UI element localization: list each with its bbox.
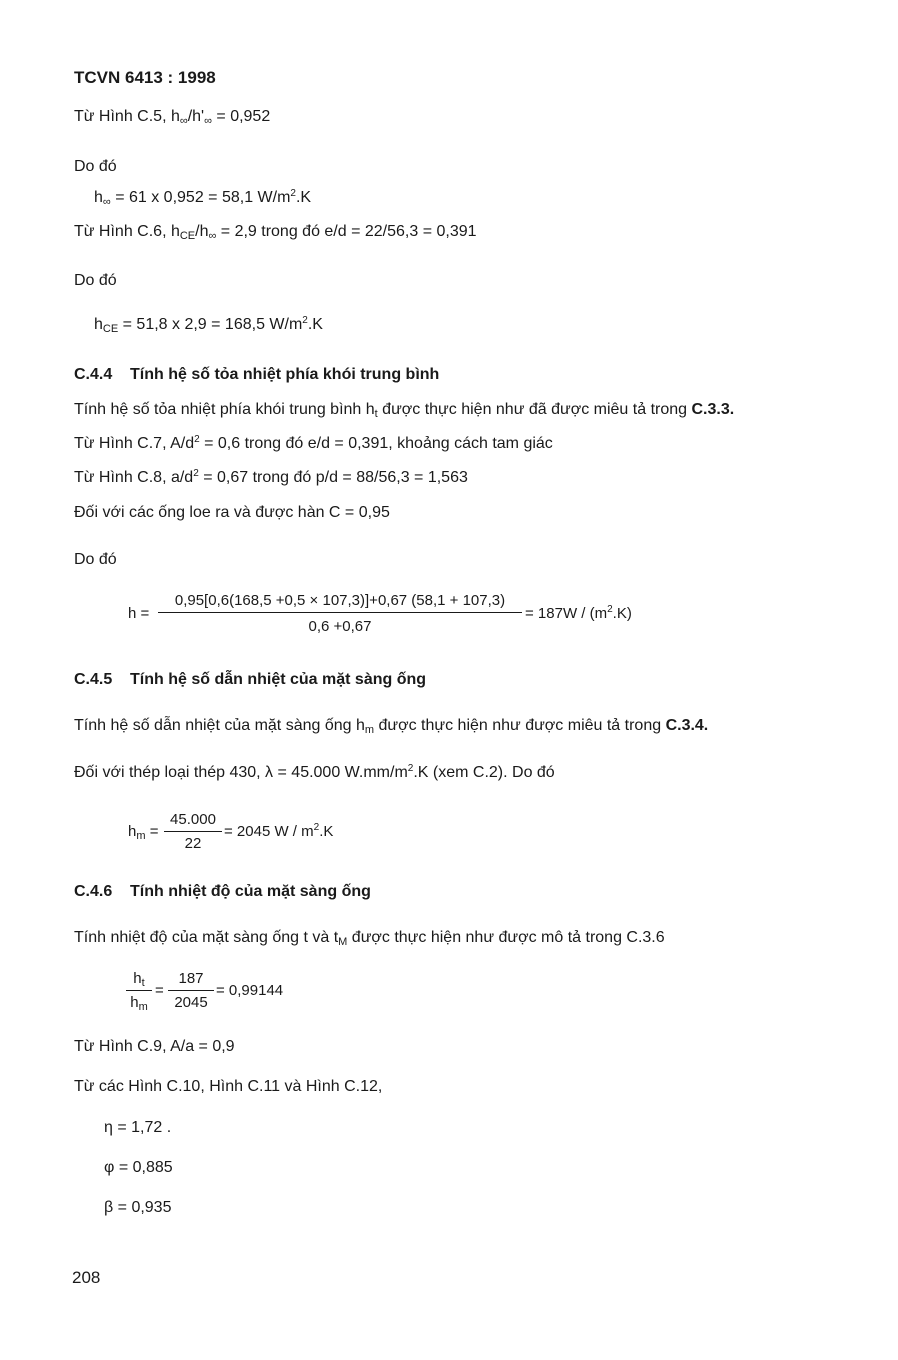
standard-header: TCVN 6413 : 1998 <box>74 68 216 87</box>
equation-rhs: = 2045 W / $m^2.K$ <box>224 822 334 840</box>
text-line-flared-tubes: Đối với các ống loe ra và được hàn C = 0,95 <box>74 504 390 521</box>
equation-rhs: = $187W / (m^2.K)$ <box>525 604 632 622</box>
paragraph-c46-intro: Tính nhiệt độ của mặt sàng ống t và $t_M$ được thực hiện như được mô tả trong C.3.6 <box>74 929 665 948</box>
equation-eta: η = 1,72 . <box>104 1119 172 1136</box>
text-line-fig-c10-c12: Từ các Hình C.10, Hình C.11 và Hình C.12, <box>74 1078 383 1095</box>
equation-beta: β = 0,935 <box>104 1199 172 1216</box>
equation-h-inf: $h_\infty = 61$ x 0,952 = 58,1 $W/m^2.K$ <box>94 188 312 208</box>
equation-denominator: 0,6 +0,67 <box>308 618 372 635</box>
equation-lhs: h = <box>128 605 150 622</box>
equation-lhs: $h_m$ = <box>128 823 159 842</box>
text-line-therefore: Do đó <box>74 158 117 175</box>
fraction-bar <box>126 990 152 991</box>
text-line-fig-c5: Từ Hình C.5, $h_\infty/h'_\infty = 0,952$ <box>74 108 271 127</box>
ratio-result: = 0,99144 <box>216 982 284 999</box>
text-line-fig-c6: Từ Hình C.6, $h_{CE}/h_\infty = 2,9$ trong đó e/d = 22/56,3 = 0,391 <box>74 223 477 242</box>
section-heading-c46: C.4.6 Tính nhiệt độ của mặt sàng ống <box>74 883 371 900</box>
page-number: 208 <box>72 1268 101 1287</box>
paragraph-c45-intro: Tính hệ số dẫn nhiệt của mặt sàng ống $h_m$ được thực hiện như được miêu tả trong C.3.4. <box>74 717 709 736</box>
paragraph-steel-430: Đối với thép loại thép 430, λ = 45.000 $W.mm/m^2.K$ (xem C.2). Do đó <box>74 763 555 781</box>
text-line-fig-c7: Từ Hình C.7, $A/d^2 = 0,6$ trong đó e/d = 0,391, khoảng cách tam giác <box>74 434 553 452</box>
fraction-bar <box>164 831 222 832</box>
equation-numerator: 45.000 <box>170 811 216 828</box>
fraction-bar <box>158 612 522 613</box>
paragraph-c44-intro: Tính hệ số tỏa nhiệt phía khói trung bình $h_t$ được thực hiện như đã được miêu tả trong C.3.3. <box>74 401 735 420</box>
equation-h-ce: $h_{CE} = 51,8$ x 2,9 = 168,5 $W/m^2.K$ <box>94 315 323 335</box>
section-heading-c45: C.4.5 Tính hệ số dẫn nhiệt của mặt sàng ống <box>74 671 427 688</box>
ratio-numerator-2: 187 <box>178 970 204 987</box>
equation-denominator: 22 <box>184 835 202 852</box>
text-line-therefore-3: Do đó <box>74 551 117 568</box>
text-line-fig-c8: Từ Hình C.8, $a/d^2 = 0,67$ trong đó p/d = 88/56,3 = 1,563 <box>74 468 468 486</box>
ratio-numerator-1: $h_t$ <box>133 970 145 989</box>
fraction-bar <box>168 990 214 991</box>
text-line-therefore-2: Do đó <box>74 272 117 289</box>
section-heading-c44: C.4.4 Tính hệ số tỏa nhiệt phía khói trung bình <box>74 366 440 383</box>
ratio-equals: = <box>155 982 164 999</box>
ratio-denominator-2: 2045 <box>174 994 208 1011</box>
equation-phi: φ = 0,885 <box>104 1159 173 1176</box>
equation-numerator: 0,95[0,6(168,5 +0,5 × 107,3)]+0,67 (58,1 + 107,3) <box>174 592 506 609</box>
text-line-fig-c9: Từ Hình C.9, A/a = 0,9 <box>74 1038 235 1055</box>
ratio-denominator-1: $h_m$ <box>130 994 148 1013</box>
